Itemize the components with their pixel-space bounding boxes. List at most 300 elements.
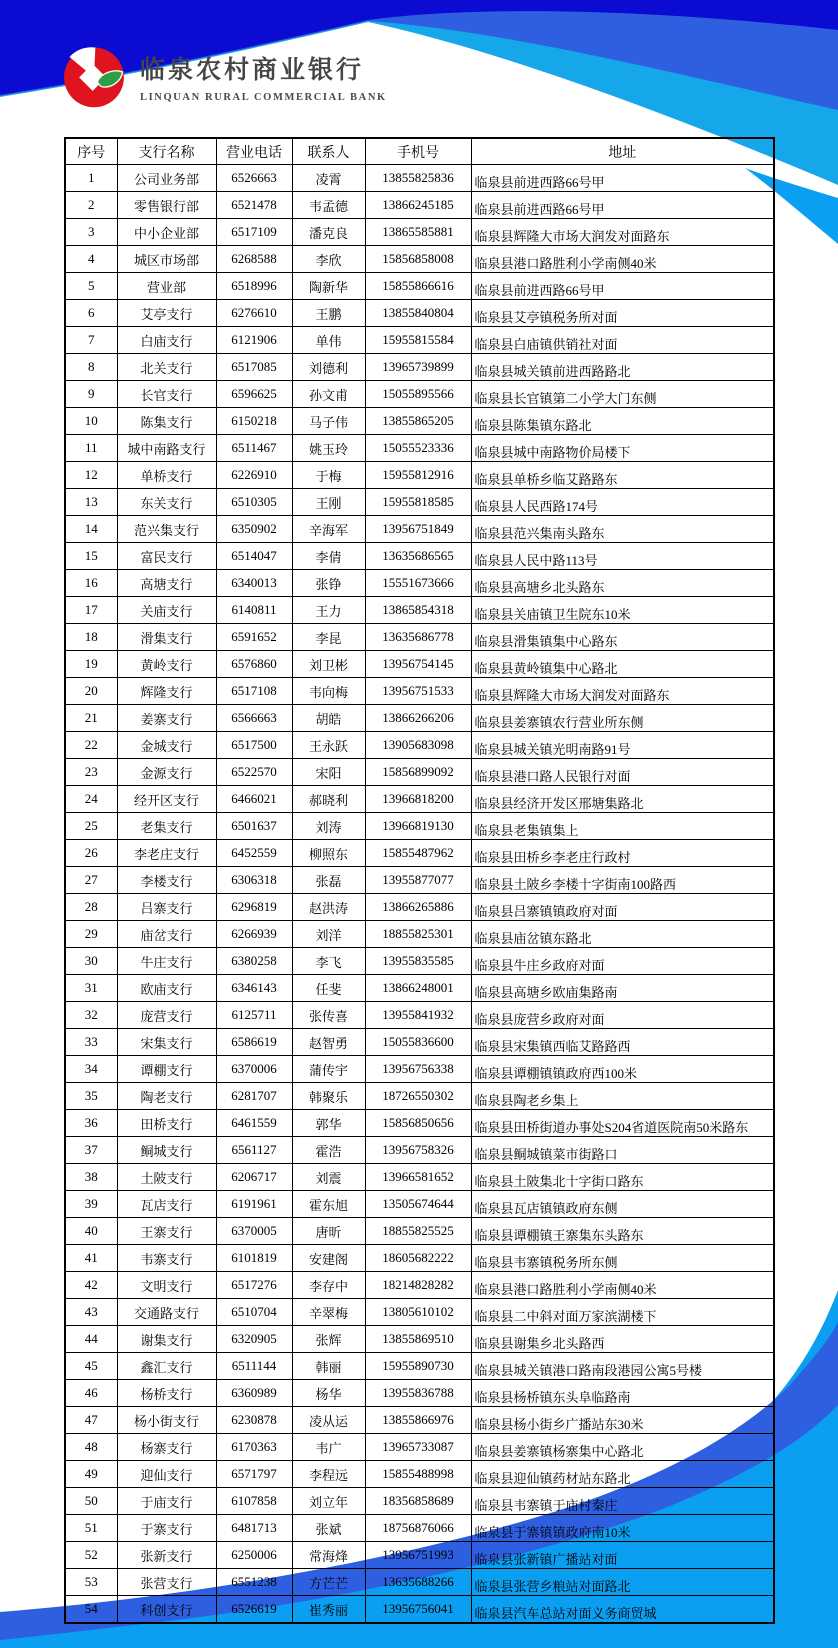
cell-office-phone: 6576860 [216, 651, 292, 678]
table-row [65, 1191, 774, 1218]
table-row [65, 1002, 774, 1029]
cell-index: 49 [65, 1461, 117, 1488]
cell-contact-person: 崔秀丽 [292, 1596, 365, 1624]
cell-branch-name: 宋集支行 [117, 1029, 216, 1056]
table-row [65, 462, 774, 489]
cell-office-phone: 6526619 [216, 1596, 292, 1624]
cell-branch-name: 富民支行 [117, 543, 216, 570]
cell-contact-person: 郭华 [292, 1110, 365, 1137]
cell-mobile: 15856850656 [365, 1110, 471, 1137]
cell-index: 47 [65, 1407, 117, 1434]
cell-branch-name: 城区市场部 [117, 246, 216, 273]
cell-contact-person: 刘震 [292, 1164, 365, 1191]
cell-mobile: 13865585881 [365, 219, 471, 246]
cell-contact-person: 姚玉玲 [292, 435, 365, 462]
table-row [65, 1515, 774, 1542]
cell-contact-person: 张磊 [292, 867, 365, 894]
table-row [65, 786, 774, 813]
branch-directory-table [64, 137, 775, 1624]
cell-mobile: 13966819130 [365, 813, 471, 840]
cell-office-phone: 6591652 [216, 624, 292, 651]
cell-contact-person: 刘涛 [292, 813, 365, 840]
cell-mobile: 13905683098 [365, 732, 471, 759]
cell-branch-name: 白庙支行 [117, 327, 216, 354]
cell-branch-name: 谭棚支行 [117, 1056, 216, 1083]
cell-office-phone: 6566663 [216, 705, 292, 732]
brand-text [140, 50, 387, 103]
cell-address: 临泉县陈集镇东路北 [471, 408, 774, 435]
table-row [65, 1461, 774, 1488]
cell-mobile: 13956751849 [365, 516, 471, 543]
table-row [65, 1353, 774, 1380]
cell-address: 临泉县经济开发区邢塘集路北 [471, 786, 774, 813]
table-row [65, 273, 774, 300]
cell-mobile: 13955835585 [365, 948, 471, 975]
cell-address: 临泉县城关镇前进西路路北 [471, 354, 774, 381]
cell-address: 临泉县城中南路物价局楼下 [471, 435, 774, 462]
cell-branch-name: 欧庙支行 [117, 975, 216, 1002]
cell-contact-person: 柳照东 [292, 840, 365, 867]
cell-index: 19 [65, 651, 117, 678]
cell-address: 临泉县黄岭镇集中心路北 [471, 651, 774, 678]
cell-office-phone: 6517276 [216, 1272, 292, 1299]
cell-contact-person: 安建阁 [292, 1245, 365, 1272]
cell-branch-name: 文明支行 [117, 1272, 216, 1299]
cell-mobile: 15955812916 [365, 462, 471, 489]
cell-contact-person: 唐昕 [292, 1218, 365, 1245]
cell-branch-name: 辉隆支行 [117, 678, 216, 705]
cell-branch-name: 杨寨支行 [117, 1434, 216, 1461]
table-row [65, 165, 774, 192]
table-row [65, 678, 774, 705]
cell-contact-person: 赵智勇 [292, 1029, 365, 1056]
cell-office-phone: 6522570 [216, 759, 292, 786]
cell-address: 临泉县艾亭镇税务所对面 [471, 300, 774, 327]
cell-index: 46 [65, 1380, 117, 1407]
cell-index: 21 [65, 705, 117, 732]
cell-index: 13 [65, 489, 117, 516]
cell-contact-person: 杨华 [292, 1380, 365, 1407]
cell-index: 8 [65, 354, 117, 381]
cell-branch-name: 牛庄支行 [117, 948, 216, 975]
cell-address: 临泉县汽车总站对面义务商贸城 [471, 1596, 774, 1624]
cell-contact-person: 王力 [292, 597, 365, 624]
cell-mobile: 15055836600 [365, 1029, 471, 1056]
cell-office-phone: 6266939 [216, 921, 292, 948]
cell-index: 42 [65, 1272, 117, 1299]
cell-contact-person: 辛翠梅 [292, 1299, 365, 1326]
cell-address: 临泉县田桥街道办事处S204省道医院南50米路东 [471, 1110, 774, 1137]
cell-mobile: 13855869510 [365, 1326, 471, 1353]
cell-contact-person: 潘克良 [292, 219, 365, 246]
table-row [65, 1596, 774, 1624]
cell-index: 9 [65, 381, 117, 408]
cell-office-phone: 6346143 [216, 975, 292, 1002]
cell-mobile: 13866248001 [365, 975, 471, 1002]
cell-mobile: 13855840804 [365, 300, 471, 327]
table-row [65, 1218, 774, 1245]
cell-index: 12 [65, 462, 117, 489]
cell-branch-name: 金城支行 [117, 732, 216, 759]
cell-mobile: 13866266206 [365, 705, 471, 732]
cell-office-phone: 6296819 [216, 894, 292, 921]
cell-contact-person: 蒲传宇 [292, 1056, 365, 1083]
cell-contact-person: 孙文甫 [292, 381, 365, 408]
branch-table-body [65, 165, 774, 1624]
cell-mobile: 13805610102 [365, 1299, 471, 1326]
table-row [65, 975, 774, 1002]
cell-address: 临泉县港口路胜利小学南侧40米 [471, 246, 774, 273]
cell-contact-person: 韩聚乐 [292, 1083, 365, 1110]
cell-address: 临泉县关庙镇卫生院东10米 [471, 597, 774, 624]
cell-address: 临泉县高塘乡北头路东 [471, 570, 774, 597]
cell-index: 23 [65, 759, 117, 786]
cell-contact-person: 张传喜 [292, 1002, 365, 1029]
cell-index: 31 [65, 975, 117, 1002]
cell-branch-name: 营业部 [117, 273, 216, 300]
cell-address: 临泉县辉隆大市场大润发对面路东 [471, 678, 774, 705]
cell-contact-person: 于梅 [292, 462, 365, 489]
table-row [65, 624, 774, 651]
col-header-branch-name: 支行名称 [117, 138, 216, 165]
table-row [65, 1488, 774, 1515]
cell-index: 40 [65, 1218, 117, 1245]
cell-office-phone: 6501637 [216, 813, 292, 840]
cell-office-phone: 6586619 [216, 1029, 292, 1056]
table-row [65, 489, 774, 516]
cell-mobile: 13956751533 [365, 678, 471, 705]
cell-contact-person: 单伟 [292, 327, 365, 354]
cell-address: 临泉县于寨镇镇政府南10米 [471, 1515, 774, 1542]
table-row [65, 813, 774, 840]
cell-branch-name: 杨桥支行 [117, 1380, 216, 1407]
table-row [65, 543, 774, 570]
cell-branch-name: 零售银行部 [117, 192, 216, 219]
cell-mobile: 18756876066 [365, 1515, 471, 1542]
cell-address: 临泉县姜寨镇杨寨集中心路北 [471, 1434, 774, 1461]
cell-address: 临泉县庞营乡政府对面 [471, 1002, 774, 1029]
cell-contact-person: 常海烽 [292, 1542, 365, 1569]
cell-mobile: 13855825836 [365, 165, 471, 192]
table-row [65, 1164, 774, 1191]
cell-address: 临泉县牛庄乡政府对面 [471, 948, 774, 975]
cell-address: 临泉县土陂乡李楼十字街南100路西 [471, 867, 774, 894]
cell-office-phone: 6517109 [216, 219, 292, 246]
bank-name-en: LINQUAN RURAL COMMERCIAL BANK [140, 91, 387, 103]
cell-mobile: 13866245185 [365, 192, 471, 219]
brand-header [60, 42, 387, 110]
table-row [65, 948, 774, 975]
cell-index: 45 [65, 1353, 117, 1380]
cell-index: 54 [65, 1596, 117, 1624]
cell-branch-name: 张新支行 [117, 1542, 216, 1569]
cell-contact-person: 李飞 [292, 948, 365, 975]
cell-contact-person: 王鹏 [292, 300, 365, 327]
cell-contact-person: 李欣 [292, 246, 365, 273]
cell-mobile: 13855866976 [365, 1407, 471, 1434]
cell-address: 临泉县宋集镇西临艾路路西 [471, 1029, 774, 1056]
cell-office-phone: 6191961 [216, 1191, 292, 1218]
cell-contact-person: 韩丽 [292, 1353, 365, 1380]
cell-address: 临泉县白庙镇供销社对面 [471, 327, 774, 354]
cell-office-phone: 6517085 [216, 354, 292, 381]
table-row [65, 1272, 774, 1299]
table-row [65, 1542, 774, 1569]
table-row [65, 219, 774, 246]
cell-branch-name: 庙岔支行 [117, 921, 216, 948]
cell-branch-name: 北关支行 [117, 354, 216, 381]
table-row [65, 894, 774, 921]
cell-mobile: 13956758326 [365, 1137, 471, 1164]
table-header-row [65, 138, 774, 165]
cell-office-phone: 6170363 [216, 1434, 292, 1461]
cell-address: 临泉县前进西路66号甲 [471, 165, 774, 192]
cell-office-phone: 6360989 [216, 1380, 292, 1407]
cell-mobile: 15855487962 [365, 840, 471, 867]
bank-logo-icon [60, 42, 128, 110]
cell-branch-name: 长官支行 [117, 381, 216, 408]
cell-contact-person: 李昆 [292, 624, 365, 651]
col-header-address: 地址 [471, 138, 774, 165]
cell-mobile: 13635686778 [365, 624, 471, 651]
cell-index: 33 [65, 1029, 117, 1056]
cell-address: 临泉县高塘乡欧庙集路南 [471, 975, 774, 1002]
cell-office-phone: 6596625 [216, 381, 292, 408]
cell-mobile: 13635688266 [365, 1569, 471, 1596]
cell-contact-person: 任斐 [292, 975, 365, 1002]
cell-office-phone: 6452559 [216, 840, 292, 867]
cell-index: 3 [65, 219, 117, 246]
cell-mobile: 13956756338 [365, 1056, 471, 1083]
cell-index: 34 [65, 1056, 117, 1083]
table-row [65, 1569, 774, 1596]
cell-mobile: 13865854318 [365, 597, 471, 624]
cell-office-phone: 6306318 [216, 867, 292, 894]
cell-index: 28 [65, 894, 117, 921]
cell-office-phone: 6250006 [216, 1542, 292, 1569]
cell-office-phone: 6511144 [216, 1353, 292, 1380]
col-header-office-phone: 营业电话 [216, 138, 292, 165]
cell-mobile: 13966581652 [365, 1164, 471, 1191]
cell-branch-name: 科创支行 [117, 1596, 216, 1624]
cell-branch-name: 吕寨支行 [117, 894, 216, 921]
cell-mobile: 15856858008 [365, 246, 471, 273]
cell-address: 临泉县滑集镇集中心路东 [471, 624, 774, 651]
cell-branch-name: 单桥支行 [117, 462, 216, 489]
cell-index: 10 [65, 408, 117, 435]
cell-branch-name: 王寨支行 [117, 1218, 216, 1245]
cell-index: 27 [65, 867, 117, 894]
cell-office-phone: 6561127 [216, 1137, 292, 1164]
cell-mobile: 15856899092 [365, 759, 471, 786]
cell-office-phone: 6101819 [216, 1245, 292, 1272]
cell-contact-person: 张辉 [292, 1326, 365, 1353]
cell-address: 临泉县港口路人民银行对面 [471, 759, 774, 786]
cell-index: 30 [65, 948, 117, 975]
cell-contact-person: 韦孟德 [292, 192, 365, 219]
table-row [65, 921, 774, 948]
cell-office-phone: 6521478 [216, 192, 292, 219]
table-row [65, 1056, 774, 1083]
cell-branch-name: 李楼支行 [117, 867, 216, 894]
cell-mobile: 13635686565 [365, 543, 471, 570]
cell-office-phone: 6107858 [216, 1488, 292, 1515]
cell-index: 7 [65, 327, 117, 354]
cell-index: 26 [65, 840, 117, 867]
cell-address: 临泉县姜寨镇农行营业所东侧 [471, 705, 774, 732]
cell-office-phone: 6226910 [216, 462, 292, 489]
cell-contact-person: 张斌 [292, 1515, 365, 1542]
cell-mobile: 18214828282 [365, 1272, 471, 1299]
cell-address: 临泉县谭棚镇王寨集东头路东 [471, 1218, 774, 1245]
cell-address: 临泉县田桥乡李老庄行政村 [471, 840, 774, 867]
cell-office-phone: 6320905 [216, 1326, 292, 1353]
cell-mobile: 13955836788 [365, 1380, 471, 1407]
cell-office-phone: 6461559 [216, 1110, 292, 1137]
cell-contact-person: 凌从运 [292, 1407, 365, 1434]
cell-index: 14 [65, 516, 117, 543]
table-row [65, 867, 774, 894]
cell-index: 25 [65, 813, 117, 840]
cell-mobile: 15855866616 [365, 273, 471, 300]
cell-address: 临泉县城关镇港口路南段港园公寓5号楼 [471, 1353, 774, 1380]
cell-index: 32 [65, 1002, 117, 1029]
cell-address: 临泉县韦寨镇于庙村秦庄 [471, 1488, 774, 1515]
cell-office-phone: 6518996 [216, 273, 292, 300]
cell-branch-name: 交通路支行 [117, 1299, 216, 1326]
cell-office-phone: 6350902 [216, 516, 292, 543]
cell-branch-name: 陶老支行 [117, 1083, 216, 1110]
cell-address: 临泉县前进西路66号甲 [471, 273, 774, 300]
cell-mobile: 13866265886 [365, 894, 471, 921]
cell-contact-person: 宋阳 [292, 759, 365, 786]
cell-index: 22 [65, 732, 117, 759]
cell-mobile: 13966818200 [365, 786, 471, 813]
cell-branch-name: 庞营支行 [117, 1002, 216, 1029]
cell-office-phone: 6466021 [216, 786, 292, 813]
cell-contact-person: 李倩 [292, 543, 365, 570]
cell-branch-name: 金源支行 [117, 759, 216, 786]
cell-mobile: 13855865205 [365, 408, 471, 435]
cell-mobile: 13505674644 [365, 1191, 471, 1218]
cell-office-phone: 6281707 [216, 1083, 292, 1110]
cell-office-phone: 6551238 [216, 1569, 292, 1596]
cell-branch-name: 滑集支行 [117, 624, 216, 651]
table-row [65, 300, 774, 327]
table-row [65, 1083, 774, 1110]
cell-office-phone: 6511467 [216, 435, 292, 462]
cell-contact-person: 刘卫彬 [292, 651, 365, 678]
cell-branch-name: 谢集支行 [117, 1326, 216, 1353]
cell-index: 5 [65, 273, 117, 300]
table-row [65, 516, 774, 543]
cell-address: 临泉县人民中路113号 [471, 543, 774, 570]
table-row [65, 1434, 774, 1461]
cell-contact-person: 刘德利 [292, 354, 365, 381]
cell-mobile: 13965733087 [365, 1434, 471, 1461]
cell-address: 临泉县鲖城镇菜市街路口 [471, 1137, 774, 1164]
cell-address: 临泉县杨桥镇东头阜临路南 [471, 1380, 774, 1407]
cell-branch-name: 鲖城支行 [117, 1137, 216, 1164]
cell-index: 18 [65, 624, 117, 651]
cell-branch-name: 城中南路支行 [117, 435, 216, 462]
cell-office-phone: 6510704 [216, 1299, 292, 1326]
cell-address: 临泉县张营乡粮站对面路北 [471, 1569, 774, 1596]
cell-index: 17 [65, 597, 117, 624]
cell-mobile: 15955890730 [365, 1353, 471, 1380]
cell-address: 临泉县谭棚镇镇政府西100米 [471, 1056, 774, 1083]
cell-office-phone: 6481713 [216, 1515, 292, 1542]
cell-office-phone: 6276610 [216, 300, 292, 327]
cell-branch-name: 杨小街支行 [117, 1407, 216, 1434]
bank-name-cn: 临泉农村商业银行 [140, 56, 365, 84]
table-row [65, 354, 774, 381]
table-row [65, 408, 774, 435]
cell-contact-person: 辛海军 [292, 516, 365, 543]
cell-address: 临泉县城关镇光明南路91号 [471, 732, 774, 759]
cell-index: 24 [65, 786, 117, 813]
cell-office-phone: 6526663 [216, 165, 292, 192]
table-row [65, 651, 774, 678]
cell-branch-name: 陈集支行 [117, 408, 216, 435]
cell-office-phone: 6380258 [216, 948, 292, 975]
cell-mobile: 13955841932 [365, 1002, 471, 1029]
cell-contact-person: 马子伟 [292, 408, 365, 435]
table-row [65, 570, 774, 597]
cell-mobile: 18605682222 [365, 1245, 471, 1272]
cell-office-phone: 6370005 [216, 1218, 292, 1245]
cell-index: 20 [65, 678, 117, 705]
cell-contact-person: 李存中 [292, 1272, 365, 1299]
table-row [65, 246, 774, 273]
table-row [65, 759, 774, 786]
table-row [65, 381, 774, 408]
table-row [65, 1029, 774, 1056]
cell-mobile: 15055523336 [365, 435, 471, 462]
cell-mobile: 15955815584 [365, 327, 471, 354]
table-row [65, 732, 774, 759]
table-row [65, 1110, 774, 1137]
cell-address: 临泉县迎仙镇药材站东路北 [471, 1461, 774, 1488]
cell-index: 35 [65, 1083, 117, 1110]
cell-address: 临泉县杨小街乡广播站东30米 [471, 1407, 774, 1434]
cell-mobile: 13956756041 [365, 1596, 471, 1624]
cell-branch-name: 姜寨支行 [117, 705, 216, 732]
cell-contact-person: 韦向梅 [292, 678, 365, 705]
cell-contact-person: 霍浩 [292, 1137, 365, 1164]
cell-address: 临泉县吕寨镇镇政府对面 [471, 894, 774, 921]
cell-office-phone: 6140811 [216, 597, 292, 624]
table-row [65, 1245, 774, 1272]
cell-branch-name: 黄岭支行 [117, 651, 216, 678]
cell-index: 48 [65, 1434, 117, 1461]
cell-index: 51 [65, 1515, 117, 1542]
cell-office-phone: 6340013 [216, 570, 292, 597]
cell-address: 临泉县瓦店镇镇政府东侧 [471, 1191, 774, 1218]
cell-index: 39 [65, 1191, 117, 1218]
cell-address: 临泉县范兴集南头路东 [471, 516, 774, 543]
cell-branch-name: 中小企业部 [117, 219, 216, 246]
cell-branch-name: 范兴集支行 [117, 516, 216, 543]
cell-address: 临泉县韦寨镇税务所东侧 [471, 1245, 774, 1272]
cell-office-phone: 6150218 [216, 408, 292, 435]
cell-office-phone: 6571797 [216, 1461, 292, 1488]
cell-office-phone: 6121906 [216, 327, 292, 354]
table-row [65, 840, 774, 867]
table-row [65, 1326, 774, 1353]
cell-branch-name: 关庙支行 [117, 597, 216, 624]
col-header-mobile: 手机号 [365, 138, 471, 165]
